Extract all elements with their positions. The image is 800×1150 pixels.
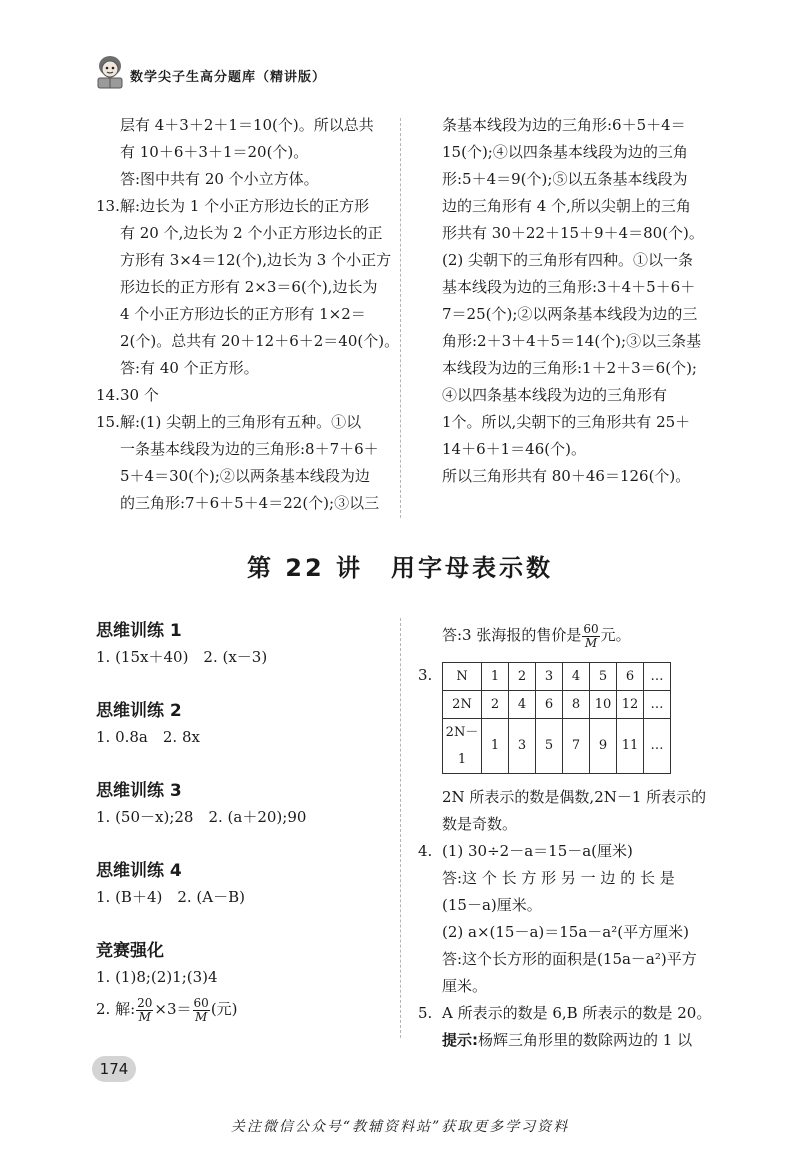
text-line: 5＋4＝30(个);②以两条基本线段为边	[120, 467, 370, 485]
text-line: 一条基本线段为边的三角形:8＋7＋6＋	[120, 440, 379, 458]
text-line: 形共有 30＋22＋15＋9＋4＝80(个)。	[442, 224, 704, 242]
question-number: 13.	[96, 197, 120, 215]
table-cell: 12	[617, 690, 644, 718]
answer-line: 1. 0.8a 2. 8x	[96, 728, 200, 746]
column-divider	[400, 118, 401, 518]
text-line: 2(个)。总共有 20＋12＋6＋2＝40(个)。	[120, 332, 400, 350]
bottom-left-column	[96, 618, 306, 1024]
table-cell: 4	[563, 662, 590, 690]
column-divider	[400, 618, 401, 1038]
table-cell: 5	[536, 718, 563, 773]
table-cell: …	[644, 662, 671, 690]
table-cell: 6	[536, 690, 563, 718]
answer-line: 1. (50－x);28 2. (a＋20);90	[96, 808, 307, 826]
text-line: 答:有 40 个正方形。	[120, 359, 259, 377]
text-line: 1个。所以,尖朝下的三角形共有 25＋	[442, 413, 691, 431]
answer-line: 1. (15x＋40) 2. (x－3)	[96, 648, 268, 666]
answer-line: 1. (B＋4) 2. (A－B)	[96, 888, 245, 906]
section-title: 思维训练 3	[96, 781, 182, 801]
fraction: $\frac{60}{M}$	[193, 995, 209, 1024]
table-cell: 1	[482, 718, 509, 773]
text-line: 所以三角形共有 80＋46＝126(个)。	[442, 467, 691, 485]
table-cell: 6	[617, 662, 644, 690]
text-line: 本线段为边的三角形:1＋2＋3＝6(个);	[442, 359, 697, 377]
bottom-right-column	[418, 622, 711, 1054]
question-3	[418, 662, 711, 774]
text-line: 层有 4＋3＋2＋1＝10(个)。所以总共	[120, 116, 374, 134]
table-cell: 2N－1	[443, 718, 482, 773]
text-line: 的三角形:7＋6＋5＋4＝22(个);③以三	[120, 494, 380, 512]
footer-note: 关注微信公众号“教辅资料站”获取更多学习资料	[230, 1119, 570, 1135]
table-cell: 8	[563, 690, 590, 718]
text-line: 2N 所表示的数是偶数,2N－1 所表示的	[442, 787, 707, 806]
top-left-column	[96, 112, 399, 517]
table-cell: …	[644, 690, 671, 718]
text-line: 形边长的正方形有 2×3＝6(个),边长为	[120, 278, 378, 296]
question-number: 15.	[96, 413, 120, 431]
table-cell: 9	[590, 718, 617, 773]
text-line: 角形:2＋3＋4＋5＝14(个);③以三条基	[442, 332, 702, 350]
question-14: 14. 30 个	[96, 382, 399, 409]
question-15: 15. 解:(1) 尖朝上的三角形有五种。①以	[96, 409, 399, 436]
table-cell: 10	[590, 690, 617, 718]
text-line: 边的三角形有 4 个,所以尖朝上的三角	[442, 197, 691, 215]
page-number: 174	[92, 1056, 136, 1082]
text-line: 答:这 个 长 方 形 另 一 边 的 长 是	[442, 868, 675, 887]
text-line: 答:这个长方形的面积是(15a－a²)平方	[442, 949, 697, 968]
table-cell: 2N	[443, 690, 482, 718]
question-13: 13. 解:边长为 1 个小正方形边长的正方形	[96, 193, 399, 220]
hint-line: 提示:杨辉三角形里的数除两边的 1 以	[442, 1030, 693, 1049]
text-line: 14＋6＋1＝46(个)。	[442, 440, 586, 458]
text-line: (2) a×(15－a)＝15a－a²(平方厘米)	[442, 922, 689, 941]
table-cell: 2	[509, 662, 536, 690]
section-title: 思维训练 1	[96, 621, 182, 641]
answer-line-q2: 2. 解: $\frac{20}{M}$ ×3＝ $\frac{60}{M}$ (元)	[96, 995, 238, 1024]
section-title: 竞赛强化	[96, 941, 164, 961]
lecture-number: 第 22 讲	[246, 554, 364, 582]
text-line: ④以四条基本线段为边的三角形有	[442, 386, 668, 404]
section-title: 思维训练 4	[96, 861, 182, 881]
lecture-title	[0, 548, 800, 583]
text-line: 答:图中共有 20 个小立方体。	[120, 170, 319, 188]
text-line: 有 20 个,边长为 2 个小正方形边长的正	[120, 224, 383, 242]
mascot-logo	[92, 52, 128, 92]
table-cell: …	[644, 718, 671, 773]
header-title: 数学尖子生高分题库（精讲版）	[130, 70, 327, 85]
question-4: 4. (1) 30÷2－a＝15－a(厘米)	[418, 838, 711, 865]
table-cell: 11	[617, 718, 644, 773]
text-line: 数是奇数。	[442, 814, 518, 833]
section-title: 思维训练 2	[96, 701, 182, 721]
table-cell: 7	[563, 718, 590, 773]
lecture-name: 用字母表示数	[391, 554, 554, 582]
text-line: 形:5＋4＝9(个);⑤以五条基本线段为	[442, 170, 688, 188]
table-cell: 5	[590, 662, 617, 690]
answer-line: 1. (1)8;(2)1;(3)4	[96, 968, 218, 986]
question-number: 5.	[418, 1003, 433, 1022]
table-row	[443, 662, 671, 690]
top-right-column	[442, 112, 704, 490]
text-line: 有 10＋6＋3＋1＝20(个)。	[120, 143, 309, 161]
text-line: 15(个);④以四条基本线段为边的三角	[442, 143, 688, 161]
fraction: $\frac{20}{M}$	[137, 995, 153, 1024]
question-5: 5. A 所表示的数是 6,B 所表示的数是 20。	[418, 1000, 711, 1027]
table-cell: 3	[536, 662, 563, 690]
text-line: 方形有 3×4＝12(个),边长为 3 个小正方	[120, 251, 392, 269]
table-cell: 3	[509, 718, 536, 773]
fraction: $\frac{60}{M}$	[583, 621, 599, 650]
table-cell: N	[443, 662, 482, 690]
question-number: 3.	[418, 665, 433, 684]
text-line: 条基本线段为边的三角形:6＋5＋4＝	[442, 116, 686, 134]
text-line: 厘米。	[442, 976, 488, 995]
text-line: (2) 尖朝下的三角形有四种。①以一条	[442, 251, 694, 269]
text-line: (15－a)厘米。	[442, 895, 542, 914]
question-number: 4.	[418, 841, 433, 860]
table-cell: 4	[509, 690, 536, 718]
text-line: 基本线段为边的三角形:3＋4＋5＋6＋	[442, 278, 696, 296]
sequence-table	[442, 662, 671, 774]
question-number: 14.	[96, 386, 120, 404]
text-line: 7＝25(个);②以两条基本线段为边的三	[442, 305, 698, 323]
text-line: 4 个小正方形边长的正方形有 1×2＝	[120, 305, 366, 323]
answer-line: 答:3 张海报的售价是 $\frac{60}{M}$ 元。	[442, 621, 631, 650]
table-row	[443, 718, 671, 773]
table-cell: 1	[482, 662, 509, 690]
table-row	[443, 690, 671, 718]
hint-label: 提示:	[442, 1030, 478, 1049]
table-cell: 2	[482, 690, 509, 718]
